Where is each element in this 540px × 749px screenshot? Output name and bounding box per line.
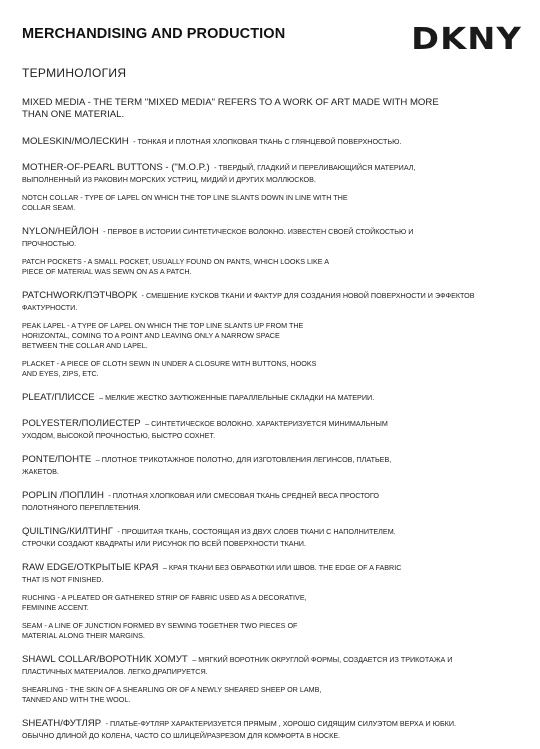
term-definition-line: MIXED MEDIA - THE TERM "MIXED MEDIA" REFERS TO A WORK OF ART MADE WITH MORE xyxy=(22,97,439,108)
page-title: MERCHANDISING AND PRODUCTION xyxy=(22,26,286,42)
term-definition-line: PIECE OF MATERIAL WAS SEWN ON AS A PATCH. xyxy=(22,267,192,276)
term-definition-line: PLACKET - A PIECE OF CLOTH SEWN IN UNDER A CLOSURE WITH BUTTONS, HOOKS xyxy=(22,359,317,368)
term-definition-line: – МЯГКИЙ ВОРОТНИК ОКРУГЛОЙ ФОРМЫ, СОЗДАЕТСЯ ИЗ ТРИКОТАЖА И xyxy=(192,655,453,664)
term-entry xyxy=(22,685,522,705)
term-definition-line: – СИНТЕТИЧЕСКОЕ ВОЛОКНО. ХАРАКТЕРИЗУЕТСЯ МИНИМАЛЬНЫМ xyxy=(145,419,388,428)
term-entry xyxy=(22,131,522,149)
term-definition-line: TANNED AND WITH THE WOOL. xyxy=(22,695,131,704)
term-heading: POPLIN /ПОПЛИН xyxy=(22,490,104,501)
term-definition-line: - ТВЕРДЫЙ, ГЛАДКИЙ И ПЕРЕЛИВАЮЩИЙСЯ МАТЕРИАЛ, xyxy=(214,163,416,172)
term-entry xyxy=(22,321,522,351)
term-heading: MOTHER-OF-PEARL BUTTONS - ("M.O.P.) xyxy=(22,162,210,173)
term-definition-line: BETWEEN THE COLLAR AND LAPEL. xyxy=(22,341,148,350)
term-definition-line: SEAM - A LINE OF JUNCTION FORMED BY SEWING TOGETHER TWO PIECES OF xyxy=(22,621,298,630)
term-definition-line: AND EYES, ZIPS, ETC. xyxy=(22,369,99,378)
term-definition-line: COLLAR SEAM. xyxy=(22,203,76,212)
term-definition-line: PEAK LAPEL - A TYPE OF LAPEL ON WHICH THE TOP LINE SLANTS UP FROM THE xyxy=(22,321,304,330)
term-definition-line: ЖАКЕТОВ. xyxy=(22,467,59,476)
term-definition-line: - СМЕШЕНИЕ КУСКОВ ТКАНИ И ФАКТУР ДЛЯ СОЗДАНИЯ НОВОЙ ПОВЕРХНОСТИ И ЭФФЕКТОВ xyxy=(141,291,475,300)
term-definition-line: – ПЛОТНОЕ ТРИКОТАЖНОЕ ПОЛОТНО, ДЛЯ ИЗГОТОВЛЕНИЯ ЛЕГИНСОВ, ПЛАТЬЕВ, xyxy=(95,455,392,464)
term-definition-line: ВЫПОЛНЕННЫЙ ИЗ РАКОВИН МОРСКИХ УСТРИЦ, МИДИЙ И ДРУГИХ МОЛЛЮСКОВ. xyxy=(22,175,316,184)
term-entry xyxy=(22,593,522,613)
term-definition-line: СТРОЧКИ СОЗДАЮТ КВАДРАТЫ ИЛИ РИСУНОК ПО ВСЕЙ ПОВЕРХНОСТИ ТКАНИ. xyxy=(22,539,306,548)
term-definition-line: THAN ONE MATERIAL. xyxy=(22,109,125,120)
term-entry xyxy=(22,285,522,313)
term-heading: POLYESTER/ПОЛИЕСТЕР xyxy=(22,418,141,429)
term-heading: NYLON/НЕЙЛОН xyxy=(22,226,99,237)
dkny-logo: DKNY xyxy=(411,22,522,57)
term-definition-line: ПЛАСТИЧНЫХ МАТЕРИАЛОВ. ЛЕГКО ДРАПИРУЕТСЯ. xyxy=(22,667,208,676)
term-entry xyxy=(22,157,522,185)
term-entry xyxy=(22,221,522,249)
term-entry xyxy=(22,521,522,549)
term-definition-line: RUCHING - A PLEATED OR GATHERED STRIP OF FABRIC USED AS A DECORATIVE, xyxy=(22,593,307,602)
term-definition-line: – МЕЛКИЕ ЖЕСТКО ЗАУТЮЖЕННЫЕ ПАРАЛЛЕЛЬНЫЕ СКЛАДКИ НА МАТЕРИИ. xyxy=(99,393,375,402)
term-definition-line: THAT IS NOT FINISHED. xyxy=(22,575,104,584)
term-entry xyxy=(22,193,522,213)
term-entry xyxy=(22,557,522,585)
term-definition-line: ОБЫЧНО ДЛИНОЙ ДО КОЛЕНА, ЧАСТО СО ШЛИЦЕЙ/РАЗРЕЗОМ ДЛЯ КОМФОРТА В НОСКЕ. xyxy=(22,731,341,740)
term-definition-line: - ПЕРВОЕ В ИСТОРИИ СИНТЕТИЧЕСКОЕ ВОЛОКНО. ИЗВЕСТЕН СВОЕЙ СТОЙКОСТЬЮ И xyxy=(103,227,414,236)
term-entry xyxy=(22,257,522,277)
term-definition-line: NOTCH COLLAR - TYPE OF LAPEL ON WHICH THE TOP LINE SLANTS DOWN IN LINE WITH THE xyxy=(22,193,348,202)
page-subtitle: ТЕРМИНОЛОГИЯ xyxy=(22,66,127,80)
term-definition-line: FEMININE ACCENT. xyxy=(22,603,89,612)
term-heading: MOLESKIN/МОЛЕСКИН xyxy=(22,136,129,147)
terms-list xyxy=(22,97,522,749)
term-definition-line: – КРАЯ ТКАНИ БЕЗ ОБРАБОТКИ ИЛИ ШВОВ. THE EDGE OF A FABRIC xyxy=(162,563,402,572)
term-definition-line: - ТОНКАЯ И ПЛОТНАЯ ХЛОПКОВАЯ ТКАНЬ С ГЛЯНЦЕВОЙ ПОВЕРХНОСТЬЮ. xyxy=(133,137,402,146)
term-definition-line: - ПЛОТНАЯ ХЛОПКОВАЯ ИЛИ СМЕСОВАЯ ТКАНЬ СРЕДНЕЙ ВЕСА ПРОСТОГО xyxy=(108,491,379,500)
term-heading: PATCHWORK/ПЭТЧВОРК xyxy=(22,290,138,301)
term-definition-line: PATCH POCKETS - A SMALL POCKET, USUALLY FOUND ON PANTS, WHICH LOOKS LIKE A xyxy=(22,257,329,266)
term-entry xyxy=(22,97,522,121)
term-entry xyxy=(22,359,522,379)
term-heading: RAW EDGE/ОТКРЫТЫЕ КРАЯ xyxy=(22,562,159,573)
term-heading: QUILTING/КИЛТИНГ xyxy=(22,526,113,537)
term-entry xyxy=(22,413,522,441)
term-definition-line: MATERIAL ALONG THEIR MARGINS. xyxy=(22,631,145,640)
term-definition-line: ФАКТУРНОСТИ. xyxy=(22,303,78,312)
term-heading: SHEATH/ФУТЛЯР xyxy=(22,718,102,729)
term-entry xyxy=(22,713,522,741)
term-heading: SHAWL COLLAR/ВОРОТНИК ХОМУТ xyxy=(22,654,188,665)
page-header xyxy=(22,24,522,58)
term-definition-line: ПОЛОТНЯНОГО ПЕРЕПЛЕТЕНИЯ. xyxy=(22,503,141,512)
term-definition-line: SHEARLING - THE SKIN OF A SHEARLING OR OF A NEWLY SHEARED SHEEP OR LAMB, xyxy=(22,685,322,694)
term-entry xyxy=(22,387,522,405)
term-definition-line: - ПЛАТЬЕ-ФУТЛЯР ХАРАКТЕРИЗУЕТСЯ ПРЯМЫМ , ХОРОШО СИДЯЩИМ СИЛУЭТОМ ВЕРХА И ЮБКИ. xyxy=(105,719,457,728)
term-definition-line: УХОДОМ, ВЫСОКОЙ ПРОЧНОСТЬЮ, БЫСТРО СОХНЕТ. xyxy=(22,431,216,440)
term-entry xyxy=(22,649,522,677)
term-definition-line: ПРОЧНОСТЬЮ. xyxy=(22,239,77,248)
term-definition-line: - ПРОШИТАЯ ТКАНЬ, СОСТОЯЩАЯ ИЗ ДВУХ СЛОЕВ ТКАНИ С НАПОЛНИТЕЛЕМ. xyxy=(117,527,396,536)
term-heading: PONTE/ПОНТЕ xyxy=(22,454,92,465)
term-definition-line: HORIZONTAL, COMING TO A POINT AND LEAVING ONLY A NARROW SPACE xyxy=(22,331,280,340)
term-heading: PLEAT/ПЛИССЕ xyxy=(22,392,95,403)
term-entry xyxy=(22,621,522,641)
term-entry xyxy=(22,449,522,477)
term-entry xyxy=(22,485,522,513)
